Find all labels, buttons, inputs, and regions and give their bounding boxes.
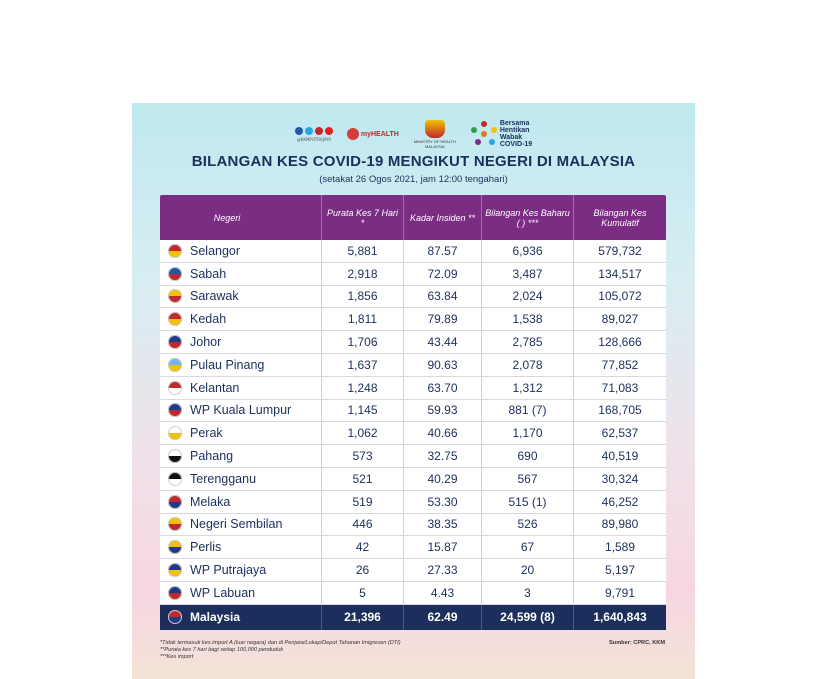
state-name: Perlis (190, 540, 222, 555)
table-row (160, 468, 666, 491)
table-row (160, 445, 666, 468)
state-cell (160, 514, 322, 536)
incidence-cell: 87.57 (404, 240, 482, 262)
state-cell (160, 559, 322, 581)
table-row (160, 308, 666, 331)
page-title: BILANGAN KES COVID-19 MENGIKUT NEGERI DI MALAYSIA (191, 153, 636, 170)
column-header-negeri: Negeri (160, 195, 322, 240)
bersama-logo (471, 120, 532, 148)
new-cases-cell: 3,487 (482, 263, 574, 285)
instagram-icon (315, 127, 323, 135)
footnote: *Tidak termasuk kes import A (luar negara) dan di Penjara/Lokap/Depot Tahanan Imigresen (DTI) (160, 640, 401, 646)
avg7-cell: 573 (322, 445, 404, 467)
state-name: Sarawak (190, 289, 239, 304)
new-cases-cell: 1,538 (482, 308, 574, 330)
state-name: Selangor (190, 243, 241, 258)
state-flag-icon (168, 472, 182, 486)
state-name: Pahang (190, 449, 234, 464)
table-row (160, 582, 666, 605)
table-body (160, 240, 666, 605)
table-row (160, 331, 666, 354)
myhealth-text: myHEALTH (360, 130, 399, 138)
avg7-cell: 5,881 (322, 240, 404, 262)
cumulative-cell: 168,705 (598, 403, 642, 418)
state-name: Melaka (190, 494, 231, 509)
state-cell (160, 536, 322, 558)
footnote: **Purata kes 7 hari bagi setiap 100,000 penduduk (160, 647, 284, 653)
avg7-cell: 1,248 (322, 377, 404, 399)
cumulative-cell: 40,519 (601, 449, 639, 464)
new-cases-cell: 690 (482, 445, 574, 467)
cumulative-cell: 105,072 (598, 289, 642, 304)
cumulative-cell: 30,324 (601, 471, 639, 486)
incidence-cell: 63.84 (404, 286, 482, 308)
moh-caption: MINISTRY OF HEALTH MALAYSIA (413, 138, 456, 149)
state-cell (160, 308, 322, 330)
cumulative-cell: 89,980 (601, 517, 639, 532)
total-incidence-cell: 62.49 (404, 605, 482, 630)
infographic-card (132, 103, 695, 679)
incidence-cell: 63.70 (404, 377, 482, 399)
source-note: Sumber: CPRC, KKM (609, 640, 665, 646)
state-flag-icon (168, 312, 182, 326)
state-flag-icon (168, 426, 182, 440)
avg7-cell: 519 (322, 491, 404, 513)
state-flag-icon (168, 267, 182, 281)
avg7-cell: 2,918 (322, 263, 404, 285)
new-cases-cell: 881 (7) (482, 400, 574, 422)
new-cases-cell: 20 (482, 559, 574, 581)
state-flag-icon (168, 586, 182, 600)
youtube-icon (325, 127, 333, 135)
avg7-cell: 1,856 (322, 286, 404, 308)
incidence-cell: 90.63 (404, 354, 482, 376)
cumulative-cell: 128,666 (598, 335, 642, 350)
state-cell (160, 445, 322, 467)
table-row (160, 559, 666, 582)
facebook-icon (295, 127, 303, 135)
new-cases-cell: 3 (482, 582, 574, 604)
incidence-cell: 40.29 (404, 468, 482, 490)
state-flag-icon (168, 335, 182, 349)
new-cases-cell: 1,170 (482, 422, 574, 444)
avg7-cell: 446 (322, 514, 404, 536)
column-header-kumulatif: Bilangan Kes Kumulatif (593, 207, 647, 228)
avg7-cell: 1,145 (322, 400, 404, 422)
new-cases-cell: 526 (482, 514, 574, 536)
total-avg7-cell: 21,396 (322, 605, 404, 630)
state-name: WP Kuala Lumpur (190, 403, 292, 418)
state-name: Perak (190, 426, 223, 441)
bersama-text: Bersama Hentikan Wabak COVID-19 (499, 120, 533, 148)
incidence-cell: 79.89 (404, 308, 482, 330)
state-flag-icon (168, 289, 182, 303)
avg7-cell: 1,637 (322, 354, 404, 376)
table-row (160, 263, 666, 286)
state-flag-icon (168, 517, 182, 531)
total-state-cell (160, 605, 322, 630)
incidence-cell: 4.43 (404, 582, 482, 604)
state-name: Johor (190, 335, 222, 350)
state-cell (160, 331, 322, 353)
state-cell (160, 377, 322, 399)
table-row (160, 400, 666, 423)
table-row (160, 286, 666, 309)
cumulative-cell: 71,083 (601, 380, 639, 395)
cumulative-cell: 46,252 (601, 494, 639, 509)
logo-bar (132, 117, 695, 151)
state-cell (160, 400, 322, 422)
table-row (160, 514, 666, 537)
column-header-purata: Purata Kes 7 Hari * (322, 195, 404, 240)
incidence-cell: 32.75 (404, 445, 482, 467)
state-name: WP Putrajaya (190, 563, 267, 578)
moh-logo (413, 120, 457, 149)
total-cumulative-cell: 1,640,843 (593, 610, 647, 625)
incidence-cell: 27.33 (404, 559, 482, 581)
state-cell (160, 286, 322, 308)
state-flag-icon (168, 244, 182, 258)
state-flag-icon (168, 449, 182, 463)
avg7-cell: 1,706 (322, 331, 404, 353)
state-flag-icon (168, 403, 182, 417)
column-header-kadar: Kadar Insiden ** (404, 195, 482, 240)
total-new-cell: 24,599 (8) (482, 605, 574, 630)
state-name: Kelantan (190, 380, 240, 395)
state-name: WP Labuan (190, 585, 256, 600)
new-cases-cell: 6,936 (482, 240, 574, 262)
new-cases-cell: 515 (1) (482, 491, 574, 513)
footnotes (160, 640, 401, 661)
column-header-baharu: Bilangan Kes Baharu ( ) *** (482, 195, 574, 240)
cumulative-cell: 89,027 (601, 312, 639, 327)
new-cases-cell: 1,312 (482, 377, 574, 399)
table-row (160, 354, 666, 377)
state-cell (160, 422, 322, 444)
state-flag-icon (168, 381, 182, 395)
state-name: Negeri Sembilan (190, 517, 283, 532)
heart-icon (347, 128, 359, 140)
incidence-cell: 59.93 (404, 400, 482, 422)
new-cases-cell: 2,785 (482, 331, 574, 353)
state-cell (160, 240, 322, 262)
social-caption: @KKMPUTRAJAYA (296, 136, 331, 142)
footnote: ***Kes import (160, 654, 194, 660)
cumulative-cell: 62,537 (601, 426, 639, 441)
avg7-cell: 5 (322, 582, 404, 604)
state-name: Terengganu (190, 471, 257, 486)
incidence-cell: 15.87 (404, 536, 482, 558)
cumulative-cell: 5,197 (604, 563, 636, 578)
table-row (160, 377, 666, 400)
twitter-icon (305, 127, 313, 135)
avg7-cell: 521 (322, 468, 404, 490)
state-flag-icon (168, 563, 182, 577)
new-cases-cell: 2,024 (482, 286, 574, 308)
cumulative-cell: 134,517 (598, 266, 642, 281)
state-cell (160, 491, 322, 513)
state-flag-icon (168, 495, 182, 509)
avg7-cell: 1,062 (322, 422, 404, 444)
new-cases-cell: 67 (482, 536, 574, 558)
incidence-cell: 43.44 (404, 331, 482, 353)
star-emblem-icon (471, 121, 497, 147)
state-name: Sabah (190, 266, 227, 281)
cumulative-cell: 9,791 (604, 585, 636, 600)
table-row (160, 491, 666, 514)
cumulative-cell: 77,852 (601, 357, 639, 372)
table-row (160, 422, 666, 445)
state-flag-icon (168, 540, 182, 554)
malaysia-flag-icon (168, 610, 182, 624)
state-cell (160, 582, 322, 604)
avg7-cell: 42 (322, 536, 404, 558)
myhealth-logo (347, 128, 399, 140)
state-cell (160, 354, 322, 376)
total-row (160, 605, 666, 630)
incidence-cell: 53.30 (404, 491, 482, 513)
state-cell (160, 468, 322, 490)
page-subtitle: (setakat 26 Ogos 2021, jam 12:00 tengahari) (319, 174, 508, 185)
table-header (160, 195, 666, 240)
avg7-cell: 26 (322, 559, 404, 581)
incidence-cell: 72.09 (404, 263, 482, 285)
social-media-logo (295, 127, 333, 142)
table-row (160, 240, 666, 263)
state-name: Pulau Pinang (190, 357, 265, 372)
avg7-cell: 1,811 (322, 308, 404, 330)
crest-icon (425, 120, 445, 138)
incidence-cell: 38.35 (404, 514, 482, 536)
cumulative-cell: 579,732 (598, 243, 642, 258)
new-cases-cell: 567 (482, 468, 574, 490)
state-flag-icon (168, 358, 182, 372)
state-cell (160, 263, 322, 285)
new-cases-cell: 2,078 (482, 354, 574, 376)
table-row (160, 536, 666, 559)
total-state-name: Malaysia (190, 610, 241, 625)
incidence-cell: 40.66 (404, 422, 482, 444)
cases-table (160, 195, 666, 630)
cumulative-cell: 1,589 (604, 540, 636, 555)
state-name: Kedah (190, 312, 227, 327)
